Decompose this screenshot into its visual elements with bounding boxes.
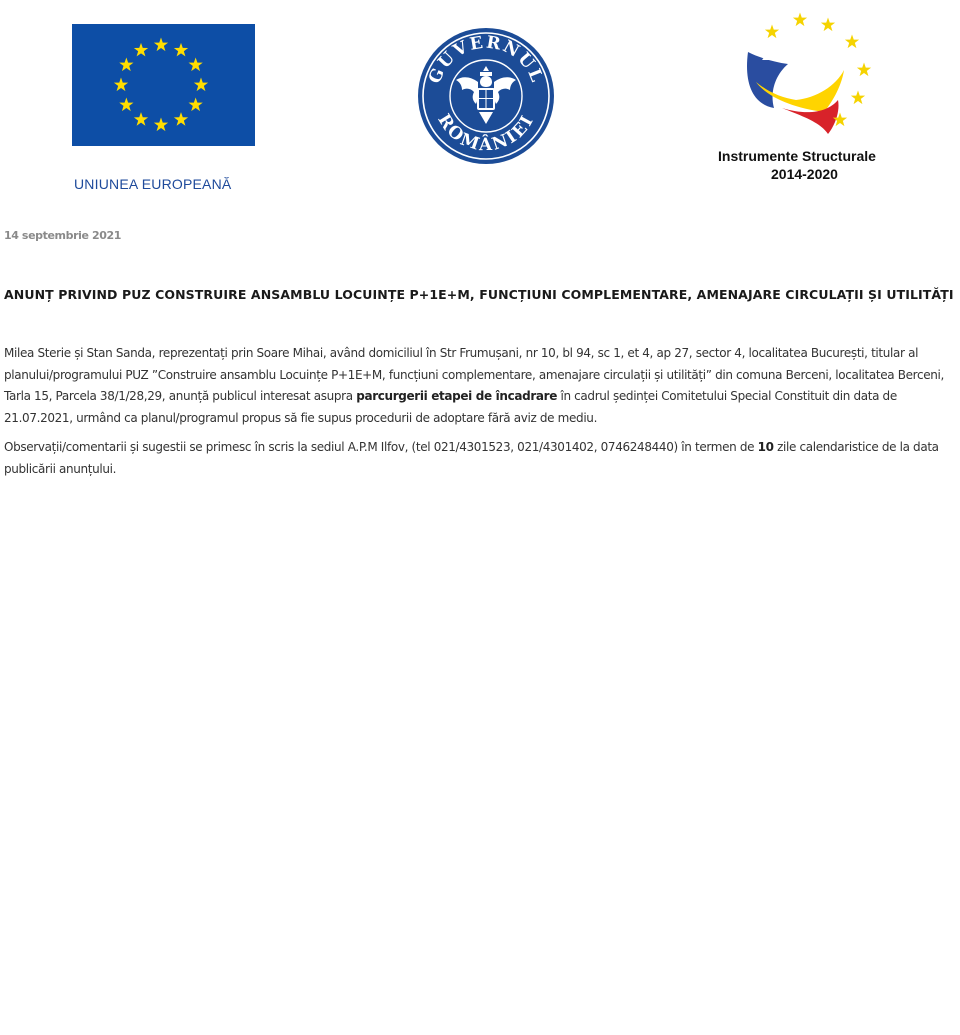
instrumente-structurale-caption: Instrumente Structurale <box>718 148 876 164</box>
structural-star-icon <box>845 35 859 49</box>
eu-logo <box>72 24 256 192</box>
paragraph-1-text-after: în cadrul ședinței Comitetului Special Constituit din data de 21.07.2021, urmând ca planul/programul propus să fie supus procedurii de adoptare fără aviz de mediu. <box>4 389 897 425</box>
structural-star-icon <box>793 13 807 27</box>
instrumente-structurale-logo <box>716 12 900 184</box>
government-logo-text-bottom: ROMÂNIEI <box>433 110 539 156</box>
article-title: ANUNȚ PRIVIND PUZ CONSTRUIRE ANSAMBLU LOCUINȚE P+1E+M, FUNCȚIUNI COMPLEMENTARE, AMENAJARE CIRCULAȚII ȘI UTILITĂȚI <box>4 287 954 302</box>
structural-star-icon <box>821 18 835 32</box>
structural-star-icon <box>851 91 865 105</box>
structural-star-icon <box>765 25 779 39</box>
article-paragraph-1 <box>4 343 958 429</box>
eu-logo-caption: UNIUNEA EUROPEANĂ <box>74 176 232 192</box>
logo-header <box>0 0 960 200</box>
instrumente-structurale-years: 2014-2020 <box>771 166 838 182</box>
eu-flag-icon <box>72 24 255 146</box>
paragraph-2-bold-text: 10 <box>757 440 774 454</box>
paragraph-2-text-after: zile calendaristice de la data publicării anunțului. <box>4 440 939 476</box>
government-logo-text-top: GUVERNUL <box>424 32 548 87</box>
paragraph-1-text-before: Milea Sterie și Stan Sanda, reprezentați prin Soare Mihai, având domiciliul în Str Frumușani, nr 10, bl 94, sc 1, et 4, ap 27, sector 4, localitatea București, titular al planului/programului PUZ ”Construire ansamblu Locuințe P+1E+M, funcțiuni complementare, amenajare circulații și utilități” din comuna Berceni, localitatea Berceni, Tarla 15, Parcela 38/1/28,29, anunță publicul interesat asupra <box>4 346 944 403</box>
romanian-coat-of-arms-icon <box>416 26 556 166</box>
structural-star-icon <box>857 63 871 77</box>
article-paragraph-2 <box>4 437 958 480</box>
article-body <box>4 343 958 488</box>
paragraph-2-text-before: Observații/comentarii și sugestii se primesc în scris la sediul A.P.M Ilfov, (tel 021/4301523, 021/4301402, 0746248440) în termen de <box>4 440 758 454</box>
paragraph-1-bold-text: parcurgerii etapei de încadrare <box>356 389 558 403</box>
article-date: 14 septembrie 2021 <box>4 229 121 242</box>
government-logo <box>416 26 556 166</box>
instrumente-structurale-logo-icon <box>716 12 900 142</box>
